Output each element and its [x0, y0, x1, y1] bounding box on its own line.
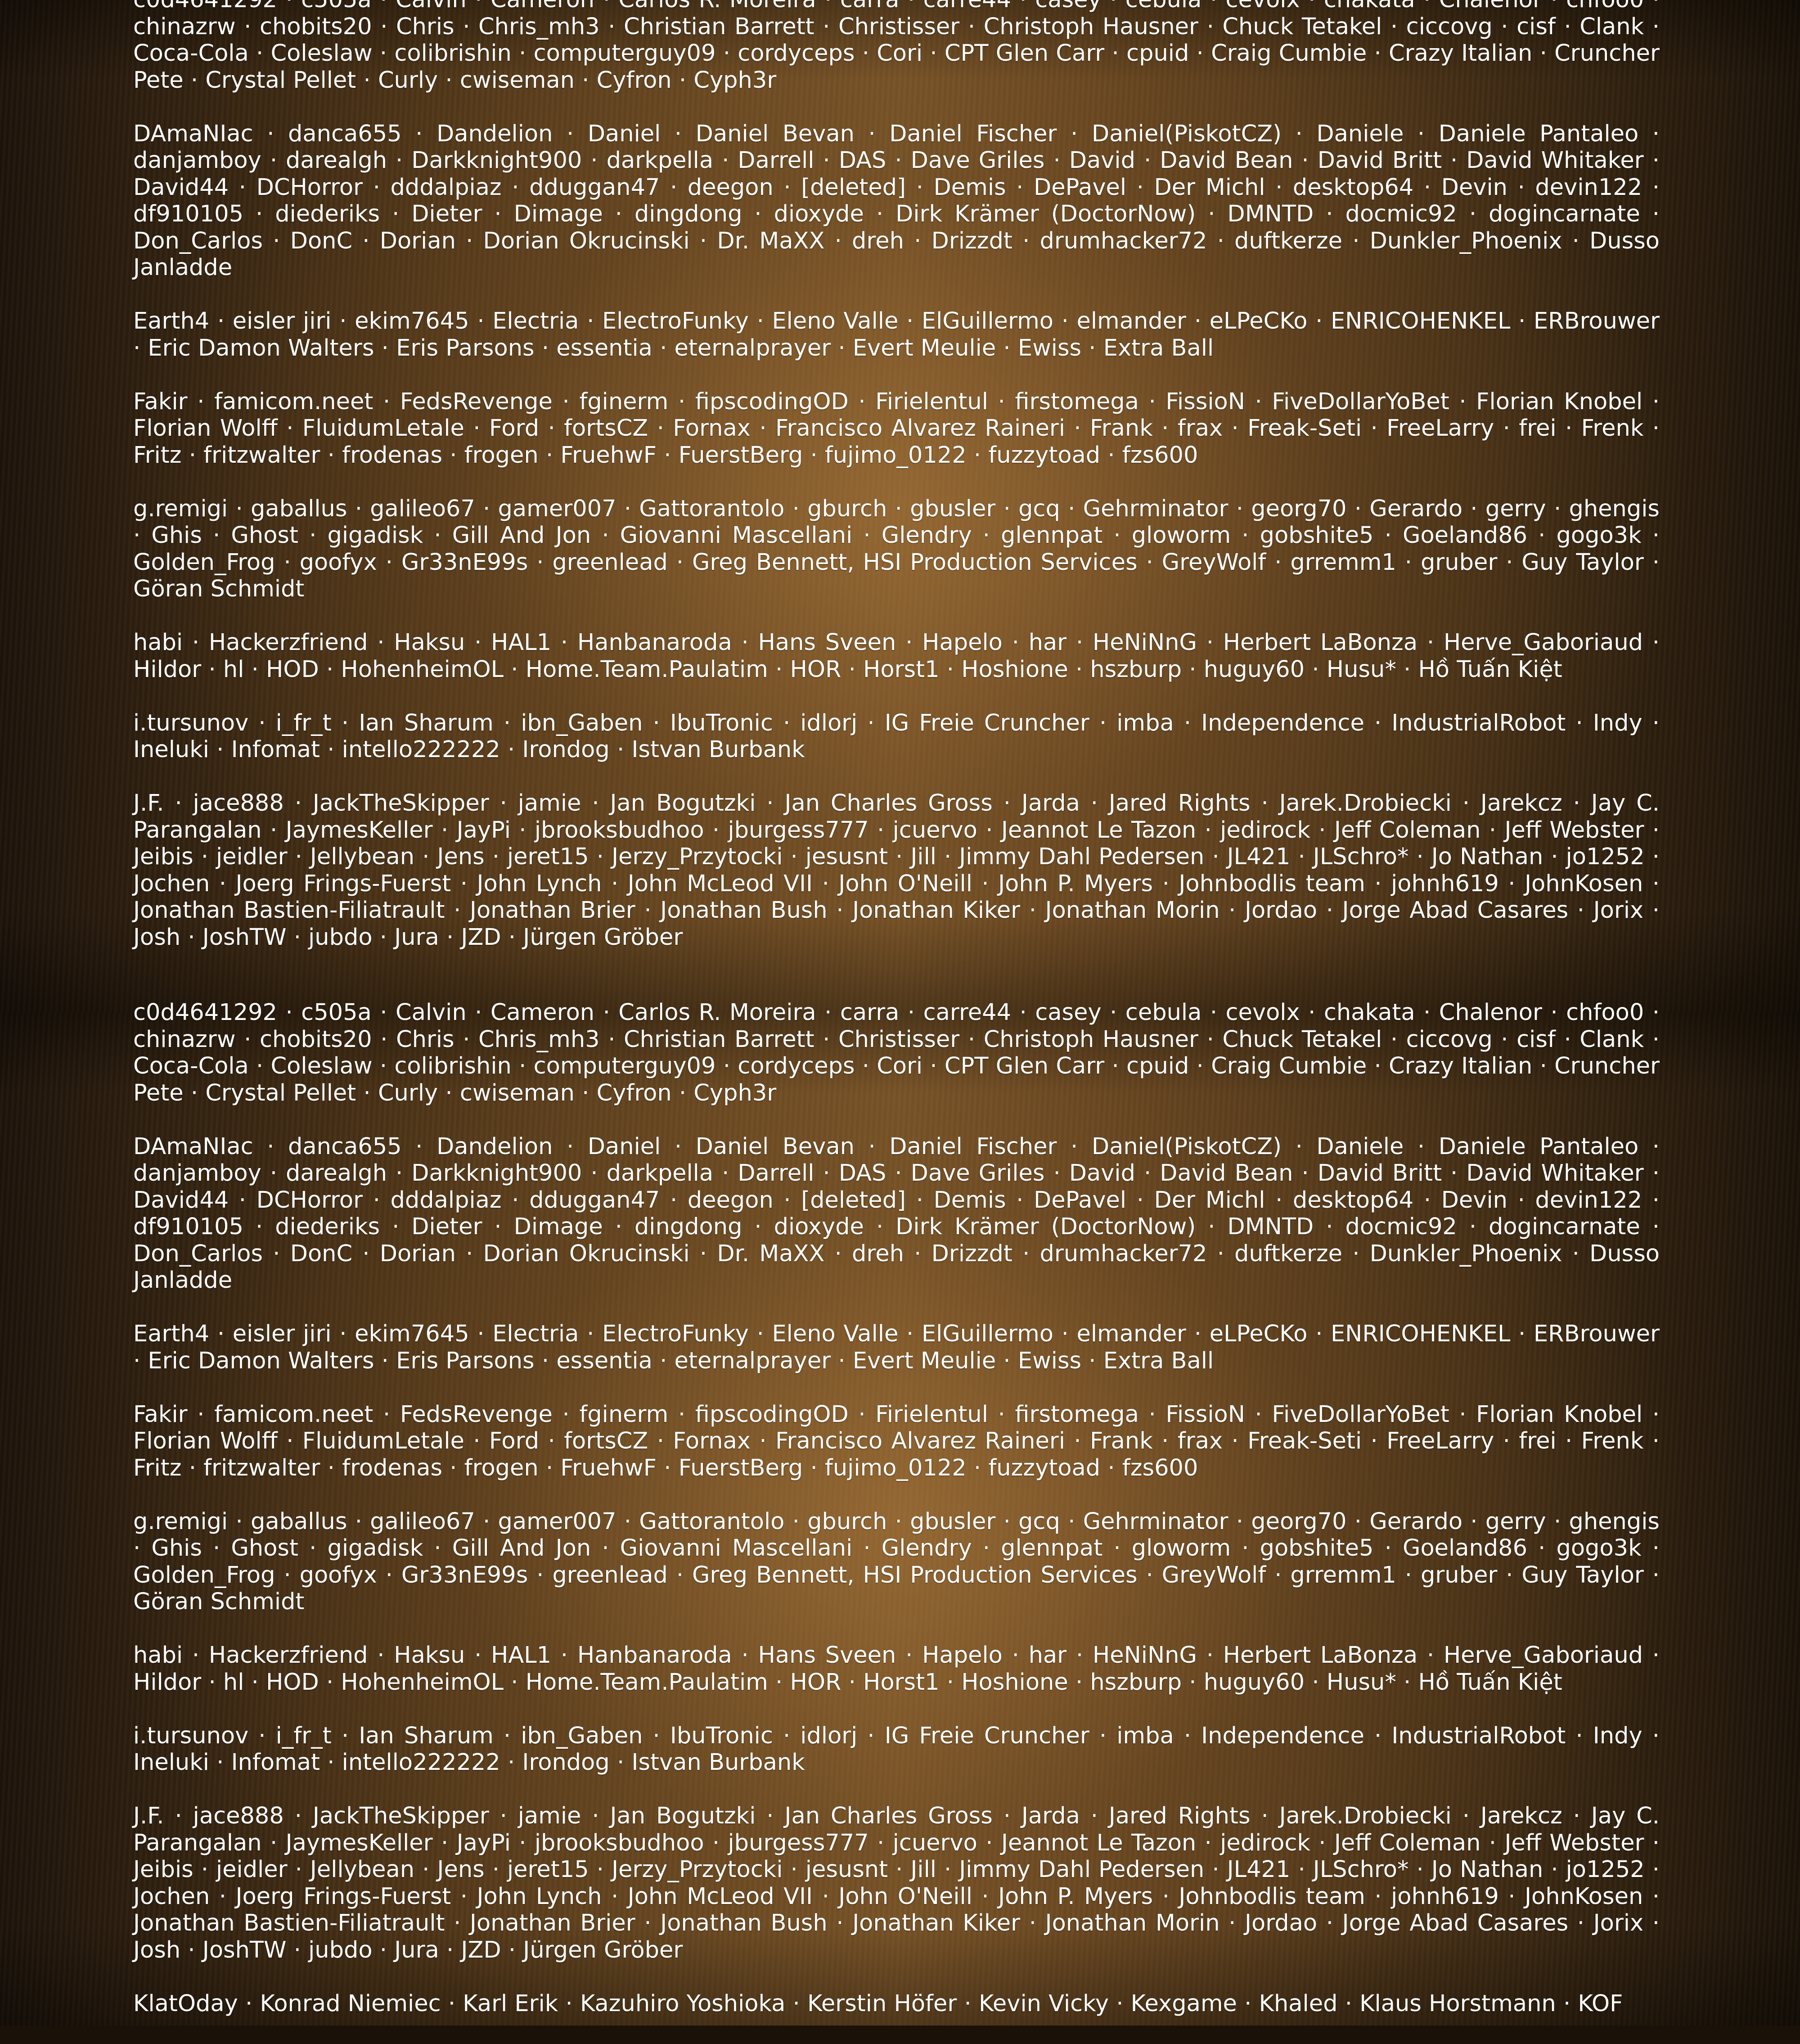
credits-names: c0d4641292 · c505a · Calvin · Cameron · Carlos R. Moreira · carra · carre44 · casey · cebula · cevolx · chakata · Chalenor · chfoo0 · chinazrw · chobits20 · Chris · Chris_mh3 · Christian Barrett · Christisser · Christoph Hausner · Chuck Tetakel · ciccovg · cisf · Clank · Coca-Cola · Coleslaw · colibrishin · computerguy09 · cordyceps · Cori · CPT Glen Carr · cpuid · Craig Cumbie · Crazy Italian · Cruncher Pete · Crystal Pellet · Curly · cwiseman · Cyfron · Cyph3r: [133, 999, 1660, 1106]
credits-names: DAmaNIac · danca655 · Dandelion · Daniel · Daniel Bevan · Daniel Fischer · Daniel(PiskotCZ) · Daniele · Daniele Pantaleo · danjamboy · darealgh · Darkknight900 · darkpella · Darrell · DAS · Dave Griles · David · David Bean · David Britt · David Whitaker · David44 · DCHorror · dddalpiaz · dduggan47 · deegon · [deleted] · Demis · DePavel · Der Michl · desktop64 · Devin · devin122 · df910105 · diederiks · Dieter · Dimage · dingdong · dioxyde · Dirk Krämer (DoctorNow) · DMNTD · docmic92 · dogincarnate · Don_Carlos · DonC · Dorian · Dorian Okrucinski · Dr. MaXX · dreh · Drizzdt · drumhacker72 · duftkerze · Dunkler_Phoenix · Dusso Janladde: [133, 121, 1660, 281]
credits-names: g.remigi · gaballus · galileo67 · gamer007 · Gattorantolo · gburch · gbusler · gcq · Gehrminator · georg70 · Gerardo · gerry · ghengis · Ghis · Ghost · gigadisk · Gill And Jon · Giovanni Mascellani · Glendry · glennpat · gloworm · gobshite5 · Goeland86 · gogo3k · Golden_Frog · goofyx · Gr33nE99s · greenlead · Greg Bennett, HSI Production Services · GreyWolf · grremm1 · gruber · Guy Taylor · Göran Schmidt: [133, 496, 1660, 603]
credits-names: J.F. · jace888 · JackTheSkipper · jamie · Jan Bogutzki · Jan Charles Gross · Jarda · Jared Rights · Jarek.Drobiecki · Jarekcz · Jay C. Parangalan · JaymesKeller · JayPi · jbrooksbudhoo · jburgess777 · jcuervo · Jeannot Le Tazon · jedirock · Jeff Coleman · Jeff Webster · Jeibis · jeidler · Jellybean · Jens · jeret15 · Jerzy_Przytocki · jesusnt · Jill · Jimmy Dahl Pedersen · JL421 · JLSchro* · Jo Nathan · jo1252 · Jochen · Joerg Frings-Fuerst · John Lynch · John McLeod VII · John O'Neill · John P. Myers · Johnbodlis team · johnh619 · JohnKosen · Jonathan Bastien-Filiatrault · Jonathan Brier · Jonathan Bush · Jonathan Kiker · Jonathan Morin · Jordao · Jorge Abad Casares · Jorix · Josh · JoshTW · jubdo · Jura · JZD · Jürgen Gröber: [133, 790, 1660, 951]
credits-names: habi · Hackerzfriend · Haksu · HAL1 · Hanbanaroda · Hans Sveen · Hapelo · har · HeNiNnG · Herbert LaBonza · Herve_Gaboriaud · Hildor · hl · HOD · HohenheimOL · Home.Team.Paulatim · HOR · Horst1 · Hoshione · hszburp · huguy60 · Husu* · Hồ Tuấn Kiệt: [133, 1642, 1660, 1696]
credits-names: i.tursunov · i_fr_t · Ian Sharum · ibn_Gaben · IbuTronic · idlorj · IG Freie Cruncher · imba · Independence · IndustrialRobot · Indy · Ineluki · Infomat · intello222222 · Irondog · Istvan Burbank: [133, 1723, 1660, 1776]
credits-names: Earth4 · eisler jiri · ekim7645 · Electria · ElectroFunky · Eleno Valle · ElGuillermo · elmander · eLPeCKo · ENRICOHENKEL · ERBrouwer · Eric Damon Walters · Eris Parsons · essentia · eternalprayer · Evert Meulie · Ewiss · Extra Ball: [133, 1321, 1660, 1374]
credits-names: Fakir · famicom.neet · FedsRevenge · fginerm · fipscodingOD · Firielentul · firstomega · FissioN · FiveDollarYoBet · Florian Knobel · Florian Wolff · FluidumLetale · Ford · fortsCZ · Fornax · Francisco Alvarez Raineri · Frank · frax · Freak-Seti · FreeLarry · frei · Frenk · Fritz · fritzwalter · frodenas · frogen · FruehwF · FuerstBerg · fujimo_0122 · fuzzytoad · fzs600: [133, 388, 1660, 469]
credits-names: i.tursunov · i_fr_t · Ian Sharum · ibn_Gaben · IbuTronic · idlorj · IG Freie Cruncher · imba · Independence · IndustrialRobot · Indy · Ineluki · Infomat · intello222222 · Irondog · Istvan Burbank: [133, 710, 1660, 763]
credits-names: Fakir · famicom.neet · FedsRevenge · fginerm · fipscodingOD · Firielentul · firstomega · FissioN · FiveDollarYoBet · Florian Knobel · Florian Wolff · FluidumLetale · Ford · fortsCZ · Fornax · Francisco Alvarez Raineri · Frank · frax · Freak-Seti · FreeLarry · frei · Frenk · Fritz · fritzwalter · frodenas · frogen · FruehwF · FuerstBerg · fujimo_0122 · fuzzytoad · fzs600: [133, 1401, 1660, 1482]
credits-names: habi · Hackerzfriend · Haksu · HAL1 · Hanbanaroda · Hans Sveen · Hapelo · har · HeNiNnG · Herbert LaBonza · Herve_Gaboriaud · Hildor · hl · HOD · HohenheimOL · Home.Team.Paulatim · HOR · Horst1 · Hoshione · hszburp · huguy60 · Husu* · Hồ Tuấn Kiệt: [133, 629, 1660, 683]
credits-names: DAmaNIac · danca655 · Dandelion · Daniel · Daniel Bevan · Daniel Fischer · Daniel(PiskotCZ) · Daniele · Daniele Pantaleo · danjamboy · darealgh · Darkknight900 · darkpella · Darrell · DAS · Dave Griles · David · David Bean · David Britt · David Whitaker · David44 · DCHorror · dddalpiaz · dduggan47 · deegon · [deleted] · Demis · DePavel · Der Michl · desktop64 · Devin · devin122 · df910105 · diederiks · Dieter · Dimage · dingdong · dioxyde · Dirk Krämer (DoctorNow) · DMNTD · docmic92 · dogincarnate · Don_Carlos · DonC · Dorian · Dorian Okrucinski · Dr. MaXX · dreh · Drizzdt · drumhacker72 · duftkerze · Dunkler_Phoenix · Dusso Janladde: [133, 1133, 1660, 1294]
credits-names: g.remigi · gaballus · galileo67 · gamer007 · Gattorantolo · gburch · gbusler · gcq · Gehrminator · georg70 · Gerardo · gerry · ghengis · Ghis · Ghost · gigadisk · Gill And Jon · Giovanni Mascellani · Glendry · glennpat · gloworm · gobshite5 · Goeland86 · gogo3k · Golden_Frog · goofyx · Gr33nE99s · greenlead · Greg Bennett, HSI Production Services · GreyWolf · grremm1 · gruber · Guy Taylor · Göran Schmidt: [133, 1508, 1660, 1615]
credits-names: KlatOday · Konrad Niemiec · Karl Erik · Kazuhiro Yoshioka · Kerstin Höfer · Kevin Vicky · Kexgame · Khaled · Klaus Horstmann · KOF: [133, 1990, 1660, 2017]
credits-names: Earth4 · eisler jiri · ekim7645 · Electria · ElectroFunky · Eleno Valle · ElGuillermo · elmander · eLPeCKo · ENRICOHENKEL · ERBrouwer · Eric Damon Walters · Eris Parsons · essentia · eternalprayer · Evert Meulie · Ewiss · Extra Ball: [133, 308, 1660, 361]
credits-names: chinazrw · chobits20 · Chris · Chris_mh3 · Christian Barrett · Christisser · Christoph Hausner · Chuck Tetakel · ciccovg · cisf · Clank · Coca-Cola · Coleslaw · colibrishin · computerguy09 · cordyceps · Cori · CPT Glen Carr · cpuid · Craig Cumbie · Crazy Italian · Cruncher Pete · Crystal Pellet · Curly · cwiseman · Cyfron · Cyph3r: [133, 0, 1660, 94]
credits-names: J.F. · jace888 · JackTheSkipper · jamie · Jan Bogutzki · Jan Charles Gross · Jarda · Jared Rights · Jarek.Drobiecki · Jarekcz · Jay C. Parangalan · JaymesKeller · JayPi · jbrooksbudhoo · jburgess777 · jcuervo · Jeannot Le Tazon · jedirock · Jeff Coleman · Jeff Webster · Jeibis · jeidler · Jellybean · Jens · jeret15 · Jerzy_Przytocki · jesusnt · Jill · Jimmy Dahl Pedersen · JL421 · JLSchro* · Jo Nathan · jo1252 · Jochen · Joerg Frings-Fuerst · John Lynch · John McLeod VII · John O'Neill · John P. Myers · Johnbodlis team · johnh619 · JohnKosen · Jonathan Bastien-Filiatrault · Jonathan Brier · Jonathan Bush · Jonathan Kiker · Jonathan Morin · Jordao · Jorge Abad Casares · Jorix · Josh · JoshTW · jubdo · Jura · JZD · Jürgen Gröber: [133, 1803, 1660, 1963]
